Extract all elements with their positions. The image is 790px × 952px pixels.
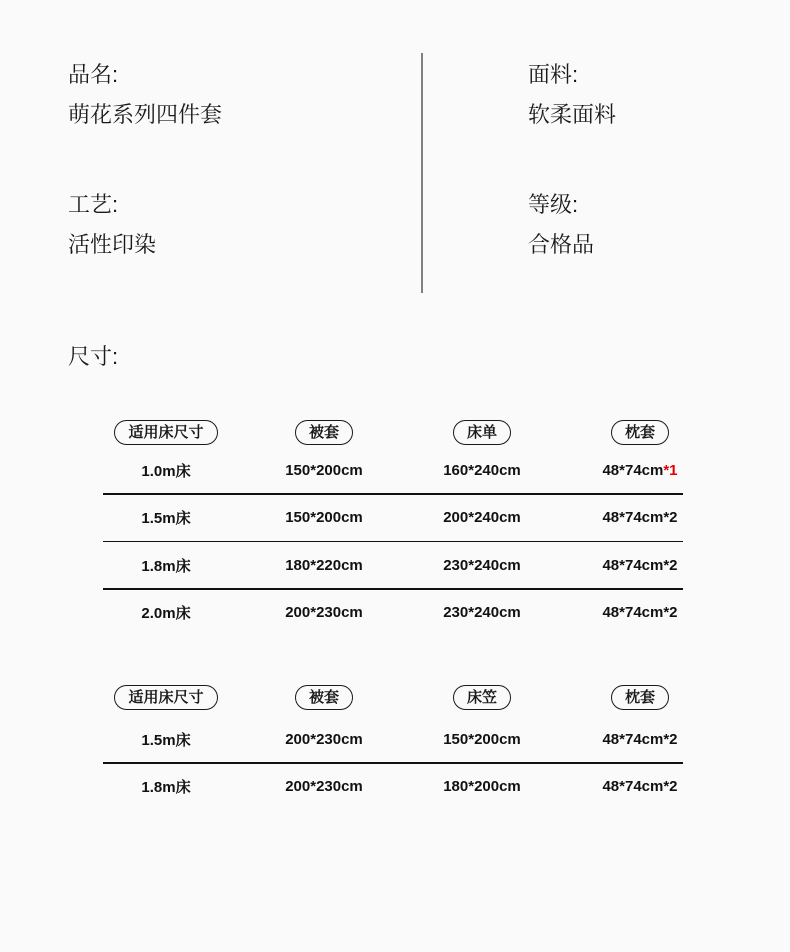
header-pill-pillowcase: 枕套 <box>611 420 669 445</box>
cell-sheet-size: 230*240cm <box>443 556 521 574</box>
cell-pillow-size <box>602 462 677 479</box>
cell-bed-size: 1.8m床 <box>141 557 191 575</box>
pillow-count-highlight: *1 <box>663 461 678 479</box>
cell-bed-size: 1.8m床 <box>141 779 191 796</box>
cell-pillow-size: 48*74cm*2 <box>602 556 678 574</box>
header-pill-duvet-cover: 被套 <box>295 685 353 710</box>
fabric-value: 软柔面料 <box>528 102 617 127</box>
cell-duvet-size: 200*230cm <box>285 778 363 795</box>
cell-fitted-size: 150*200cm <box>443 730 521 748</box>
header-pill-pillowcase: 枕套 <box>611 685 669 710</box>
cell-bed-size: 2.0m床 <box>141 605 191 622</box>
grade-group <box>528 185 616 265</box>
vertical-divider <box>421 53 423 293</box>
craft-group <box>68 185 222 265</box>
product-name-label: 品名: <box>68 62 119 87</box>
cell-bed-size: 1.5m床 <box>141 510 191 527</box>
product-name-value: 萌花系列四件套 <box>68 102 223 127</box>
table1-header-row <box>87 420 719 445</box>
pillow-size-text: 48*74cm <box>602 461 664 479</box>
cell-pillow-size: 48*74cm*2 <box>602 604 678 621</box>
grade-value: 合格品 <box>528 232 595 257</box>
cell-duvet-size: 200*230cm <box>285 730 363 748</box>
table-row <box>87 447 719 493</box>
cell-sheet-size: 200*240cm <box>443 509 521 526</box>
header-pill-fitted-sheet: 床笠 <box>453 685 511 710</box>
cell-duvet-size: 150*200cm <box>285 461 363 479</box>
cell-duvet-size: 200*230cm <box>285 604 363 621</box>
size-section-title: 尺寸: <box>68 344 119 369</box>
header-pill-bed-size: 适用床尺寸 <box>114 420 217 445</box>
grade-label: 等级: <box>528 192 579 217</box>
cell-pillow-size: 48*74cm*2 <box>602 509 678 526</box>
product-name-group <box>68 55 222 135</box>
fabric-group <box>528 55 616 135</box>
size-table-fitted-sheet <box>87 685 719 810</box>
cell-sheet-size: 230*240cm <box>443 604 521 621</box>
cell-bed-size: 1.0m床 <box>141 462 191 480</box>
table2-header-row <box>87 685 719 710</box>
table-row <box>87 590 719 636</box>
table-row <box>87 495 719 541</box>
table-row <box>87 542 719 588</box>
table-row <box>87 716 719 762</box>
craft-label: 工艺: <box>68 192 119 217</box>
header-pill-bed-size: 适用床尺寸 <box>114 685 217 710</box>
cell-duvet-size: 180*220cm <box>285 556 363 574</box>
header-pill-bed-sheet: 床单 <box>453 420 511 445</box>
cell-pillow-size: 48*74cm*2 <box>602 778 678 795</box>
header-pill-duvet-cover: 被套 <box>295 420 353 445</box>
info-column-right <box>528 55 616 265</box>
cell-duvet-size: 150*200cm <box>285 509 363 526</box>
cell-fitted-size: 180*200cm <box>443 778 521 795</box>
info-column-left <box>68 55 222 265</box>
cell-bed-size: 1.5m床 <box>141 731 191 749</box>
table-row <box>87 764 719 810</box>
cell-sheet-size: 160*240cm <box>443 461 521 479</box>
cell-pillow-size: 48*74cm*2 <box>602 730 678 748</box>
craft-value: 活性印染 <box>68 232 157 257</box>
fabric-label: 面料: <box>528 62 579 87</box>
size-table-four-piece <box>87 420 719 636</box>
